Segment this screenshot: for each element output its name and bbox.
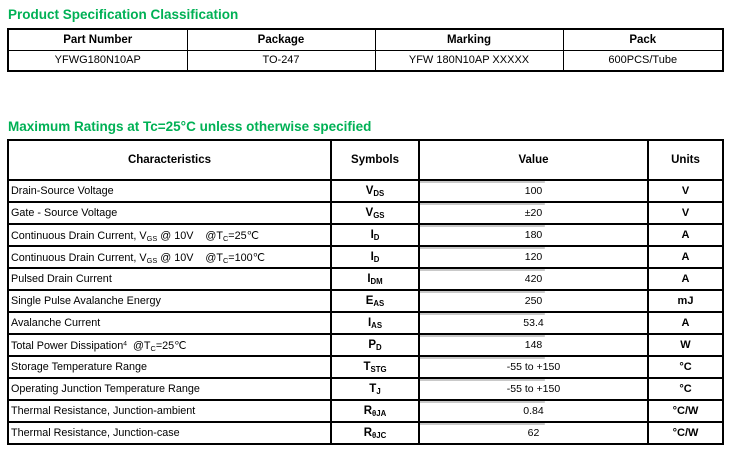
characteristic-cell: Thermal Resistance, Junction-ambient xyxy=(8,400,331,422)
spec-data-row xyxy=(8,50,723,71)
spec-header-pack: Pack xyxy=(563,29,723,50)
unit-cell: A xyxy=(648,268,723,290)
ratings-header-symbols: Symbols xyxy=(331,140,419,180)
symbol-cell: $T_{STG}$ xyxy=(331,356,419,378)
unit-cell: °C xyxy=(648,378,723,400)
ratings-row xyxy=(8,180,723,202)
value-cell: 120 xyxy=(419,246,648,268)
spec-header-package: Package xyxy=(187,29,375,50)
symbol-cell: $I_{AS}$ xyxy=(331,312,419,334)
unit-cell: A xyxy=(648,246,723,268)
symbol-cell: $E_{AS}$ xyxy=(331,290,419,312)
value-cell: 250 xyxy=(419,290,648,312)
ratings-table-body xyxy=(8,180,723,444)
symbol-cell: $R_{\theta JA}$ xyxy=(331,400,419,422)
symbol-cell: $R_{\theta JC}$ xyxy=(331,422,419,444)
unit-cell: W xyxy=(648,334,723,356)
value-cell: -55 to +150 xyxy=(419,356,648,378)
spec-header-part-number: Part Number xyxy=(8,29,187,50)
max-ratings-heading: Maximum Ratings at Tc=25°C unless otherwise specified xyxy=(8,119,372,134)
symbol-cell: $T_J$ xyxy=(331,378,419,400)
value-cell: 0.84 xyxy=(419,400,648,422)
ratings-header-characteristics: Characteristics xyxy=(8,140,331,180)
package-cell: TO-247 xyxy=(187,50,375,71)
unit-cell: V xyxy=(648,202,723,224)
unit-cell: °C xyxy=(648,356,723,378)
ratings-row xyxy=(8,334,723,356)
ratings-row xyxy=(8,268,723,290)
characteristic-cell: Pulsed Drain Current xyxy=(8,268,331,290)
marking-cell: YFW 180N10AP XXXXX xyxy=(375,50,563,71)
value-cell: -55 to +150 xyxy=(419,378,648,400)
ratings-row xyxy=(8,378,723,400)
symbol-cell: $V_{DS}$ xyxy=(331,180,419,202)
value-cell: 180 xyxy=(419,224,648,246)
spec-header-row xyxy=(8,29,723,50)
ratings-row xyxy=(8,202,723,224)
ratings-row xyxy=(8,246,723,268)
ratings-row xyxy=(8,224,723,246)
value-cell: ±20 xyxy=(419,202,648,224)
ratings-header-row xyxy=(8,140,723,180)
ratings-row xyxy=(8,422,723,444)
ratings-header-value: Value xyxy=(419,140,648,180)
value-cell: 53.4 xyxy=(419,312,648,334)
unit-cell: mJ xyxy=(648,290,723,312)
unit-cell: A xyxy=(648,224,723,246)
ratings-row xyxy=(8,356,723,378)
value-cell: 420 xyxy=(419,268,648,290)
characteristic-cell: Drain-Source Voltage xyxy=(8,180,331,202)
value-cell: 62 xyxy=(419,422,648,444)
part-number-cell: YFWG180N10AP xyxy=(8,50,187,71)
characteristic-cell: Gate - Source Voltage xyxy=(8,202,331,224)
ratings-row xyxy=(8,400,723,422)
symbol-cell: $I_D$ xyxy=(331,246,419,268)
pack-cell: 600PCS/Tube xyxy=(563,50,723,71)
spec-header-marking: Marking xyxy=(375,29,563,50)
product-spec-heading: Product Specification Classification xyxy=(8,7,239,22)
ratings-header-units: Units xyxy=(648,140,723,180)
ratings-row xyxy=(8,290,723,312)
characteristic-cell: Continuous Drain Current, $V_{GS}$ @ 10V $@T_C=100℃$ xyxy=(8,246,331,268)
characteristic-cell: Avalanche Current xyxy=(8,312,331,334)
symbol-cell: $I_D$ xyxy=(331,224,419,246)
symbol-cell: $I_{DM}$ xyxy=(331,268,419,290)
characteristic-cell: Total Power Dissipation$^4$ $@T_C=25℃$ xyxy=(8,334,331,356)
unit-cell: V xyxy=(648,180,723,202)
spec-table xyxy=(7,28,724,72)
unit-cell: A xyxy=(648,312,723,334)
characteristic-cell: Thermal Resistance, Junction-case xyxy=(8,422,331,444)
ratings-table xyxy=(7,139,724,445)
symbol-cell: $P_D$ xyxy=(331,334,419,356)
symbol-cell: $V_{GS}$ xyxy=(331,202,419,224)
characteristic-cell: Storage Temperature Range xyxy=(8,356,331,378)
characteristic-cell: Single Pulse Avalanche Energy xyxy=(8,290,331,312)
unit-cell: °C/W xyxy=(648,422,723,444)
ratings-row xyxy=(8,312,723,334)
unit-cell: °C/W xyxy=(648,400,723,422)
characteristic-cell: Operating Junction Temperature Range xyxy=(8,378,331,400)
characteristic-cell: Continuous Drain Current, $V_{GS}$ @ 10V $@T_C=25℃$ xyxy=(8,224,331,246)
value-cell: 148 xyxy=(419,334,648,356)
value-cell: 100 xyxy=(419,180,648,202)
